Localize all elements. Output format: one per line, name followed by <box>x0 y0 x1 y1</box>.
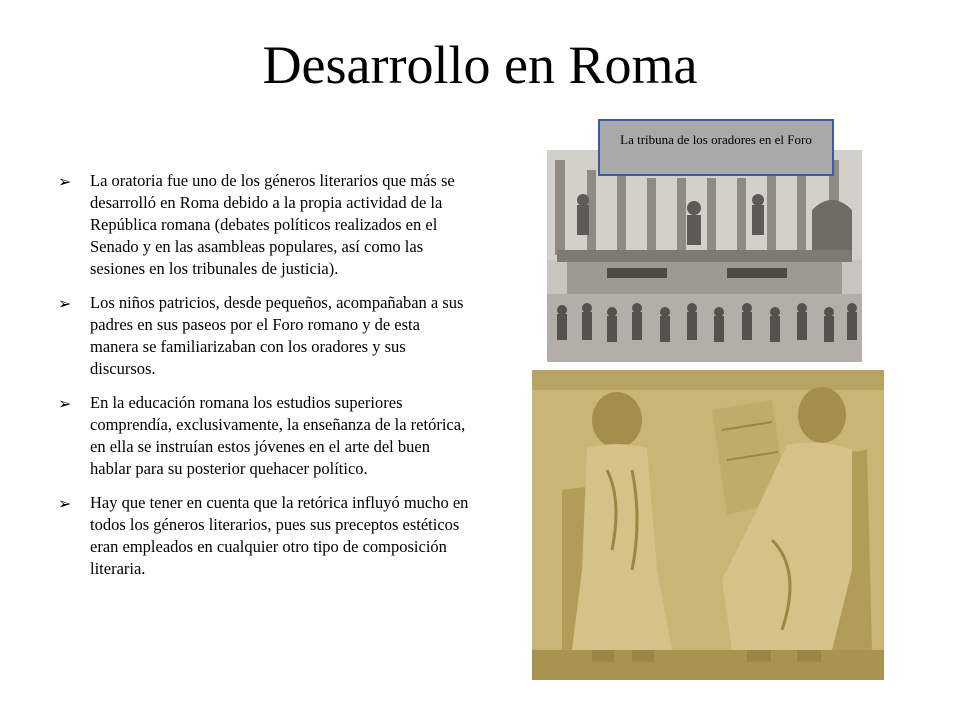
bullet-item <box>58 292 470 380</box>
bullet-text: Hay que tener en cuenta que la retórica influyó mucho en todos los géneros literarios, pues sus preceptos estéticos eran empleados en cualquier otro tipo de composición literaria. <box>90 493 469 578</box>
arrowhead-bullet-icon: ➢ <box>58 494 72 513</box>
slide-title: Desarrollo en Roma <box>262 35 698 95</box>
bullet-text: Los niños patricios, desde pequeños, acompañaban a sus padres en sus paseos por el Foro romano y de esta manera se familiarizaban con los oradores y sus discursos. <box>90 293 464 378</box>
image-caption: La tribuna de los oradores en el Foro <box>598 119 834 176</box>
bullet-text: En la educación romana los estudios superiores comprendía, exclusivamente, la enseñanza de la retórica, en ella se instruían estos jóvenes en el arte del buen hablar para su posterior quehacer político. <box>90 393 466 478</box>
arrowhead-bullet-icon: ➢ <box>58 394 72 413</box>
bullet-text: La oratoria fue uno de los géneros literarios que más se desarrolló en Roma debido a la propia actividad de la República romana (debates políticos realizados en el Senado y en las asambleas populares, así como las sesiones en los tribunales de justicia). <box>90 171 455 278</box>
forum-rostra-illustration <box>547 150 862 362</box>
teacher-student-relief-illustration <box>532 370 884 680</box>
arrowhead-bullet-icon: ➢ <box>58 294 72 313</box>
bullet-item <box>58 392 470 480</box>
bullet-item <box>58 170 470 280</box>
bullet-item <box>58 492 470 580</box>
bullet-list <box>58 170 470 592</box>
arrowhead-bullet-icon: ➢ <box>58 172 72 191</box>
